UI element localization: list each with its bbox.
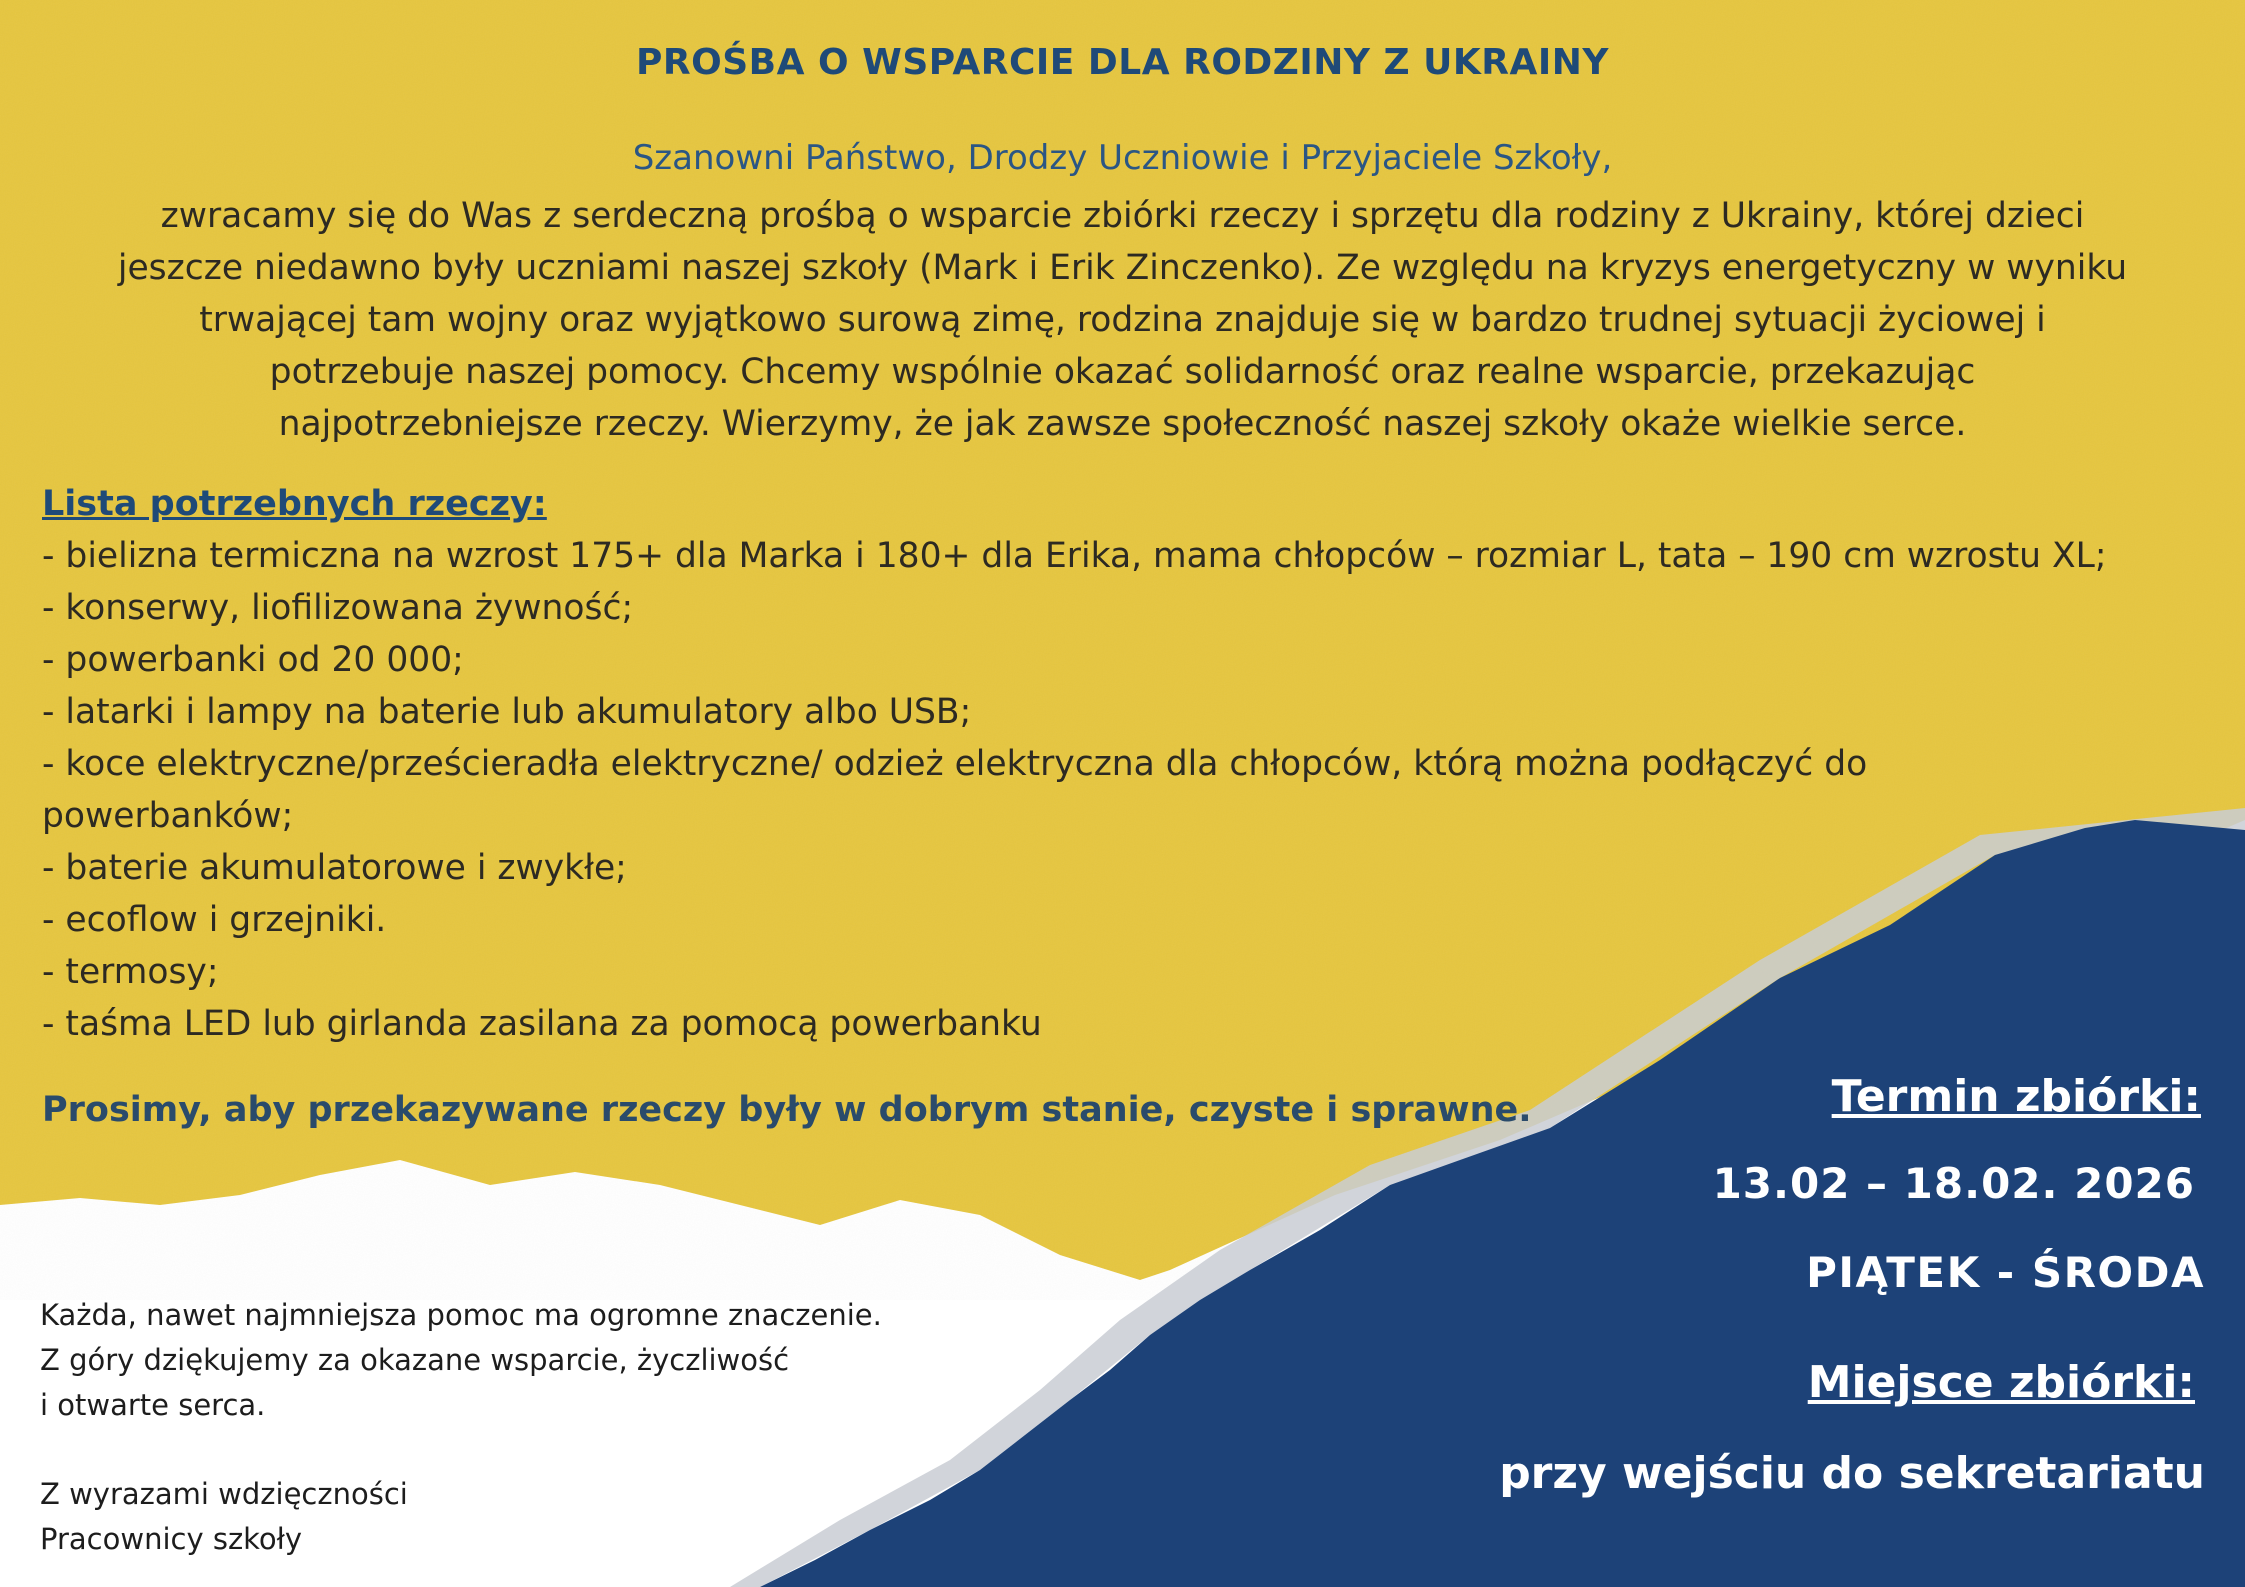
intro-line: zwracamy się do Was z serdeczną prośbą o wsparcie zbiórki rzeczy i sprzętu dla rodziny z Ukrainy, której dzieci <box>160 196 2085 236</box>
collection-term-label: Termin zbiórki: <box>1831 1071 2201 1122</box>
list-item: - koce elektryczne/prześcieradła elektryczne/ odzież elektryczna dla chłopców, którą można podłączyć do <box>42 744 1868 784</box>
list-item: powerbanków; <box>42 796 294 836</box>
page-title: PROŚBA O WSPARCIE DLA RODZINY Z UKRAINY <box>636 42 1609 83</box>
greeting-line: Szanowni Państwo, Drodzy Uczniowie i Przyjaciele Szkoły, <box>632 138 1613 178</box>
thanks-line: Każda, nawet najmniejsza pomoc ma ogromne znaczenie. <box>40 1298 882 1332</box>
collection-days: PIĄTEK - ŚRODA <box>1806 1248 2205 1297</box>
intro-line: potrzebuje naszej pomocy. Chcemy wspólnie okazać solidarność oraz realne wsparcie, przekazując <box>269 352 1976 392</box>
needs-list <box>42 530 2232 1050</box>
list-item: - baterie akumulatorowe i zwykłe; <box>42 848 627 888</box>
collection-dates: 13.02 – 18.02. 2026 <box>1712 1159 2195 1208</box>
intro-line: jeszcze niedawno były uczniami naszej szkoły (Mark i Erik Zinczenko). Ze względu na kryzys energetyczny w wyniku <box>117 248 2128 288</box>
list-item: - taśma LED lub girlanda zasilana za pomocą powerbanku <box>42 1004 1042 1044</box>
list-item: - konserwy, liofilizowana żywność; <box>42 588 634 628</box>
thanks-line: i otwarte serca. <box>40 1388 266 1422</box>
intro-line: najpotrzebniejsze rzeczy. Wierzymy, że jak zawsze społeczność naszej szkoły okaże wielkie serce. <box>278 404 1967 444</box>
signoff-line: Pracownicy szkoły <box>40 1522 303 1556</box>
thanks-line: Z góry dziękujemy za okazane wsparcie, życzliwość <box>40 1343 790 1377</box>
signoff <box>40 1472 740 1562</box>
list-item: - latarki i lampy na baterie lub akumulatory albo USB; <box>42 692 972 732</box>
list-item: - termosy; <box>42 952 219 992</box>
intro-line: trwającej tam wojny oraz wyjątkowo surową zimę, rodzina znajduje się w bardzo trudnej sytuacji życiowej i <box>199 300 2046 340</box>
list-item: - powerbanki od 20 000; <box>42 640 464 680</box>
thanks-paragraph <box>40 1293 940 1428</box>
collection-place: przy wejściu do sekretariatu <box>1499 1448 2205 1499</box>
signoff-line: Z wyrazami wdzięczności <box>40 1477 408 1511</box>
condition-request: Prosimy, aby przekazywane rzeczy były w dobrym stanie, czyste i sprawne. <box>42 1090 1532 1130</box>
list-item: - bielizna termiczna na wzrost 175+ dla Marka i 180+ dla Erika, mama chłopców – rozmiar L, tata – 190 cm wzrostu XL; <box>42 536 2107 576</box>
needs-list-heading: Lista potrzebnych rzeczy: <box>42 484 547 524</box>
intro-paragraph <box>40 190 2205 450</box>
collection-place-label: Miejsce zbiórki: <box>1807 1357 2195 1408</box>
list-item: - ecoflow i grzejniki. <box>42 900 387 940</box>
